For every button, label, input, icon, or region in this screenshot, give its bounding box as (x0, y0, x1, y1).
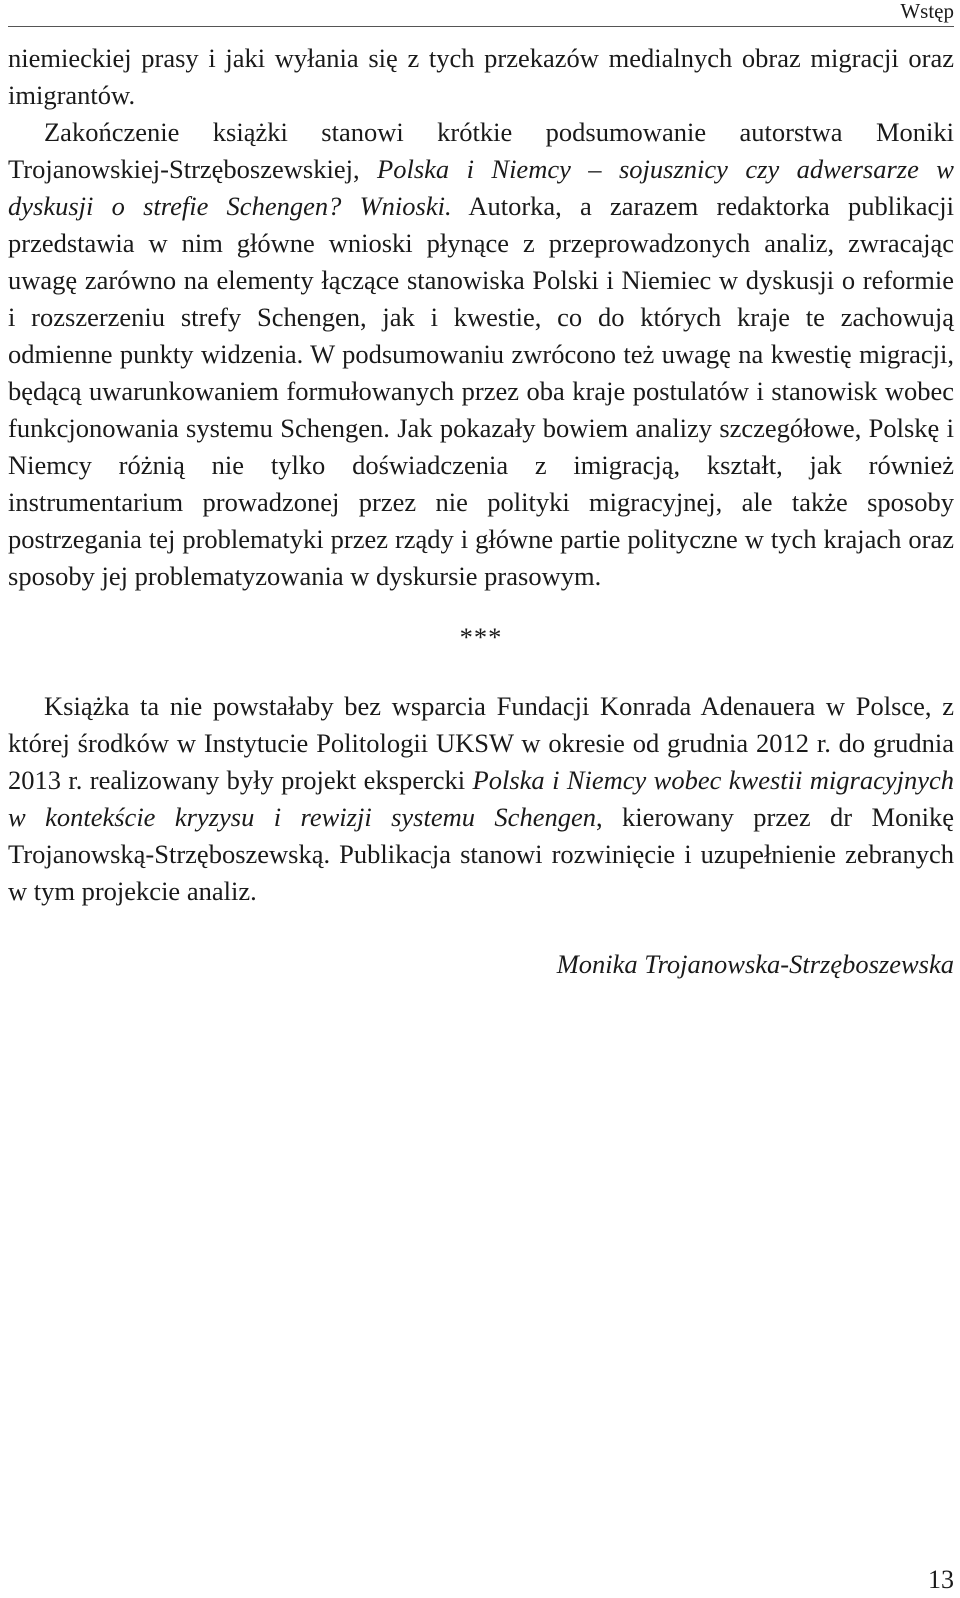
project-title-italic: Polska i Niemcy wobec kwestii migracyjnych w kontekście kryzysu i rewizji systemu Schengen (8, 765, 954, 832)
paragraph-acknowledgement-lead: Książka ta nie powstałaby bez wsparcia Fundacji Konrada Adenauera w Polsce, z której środków w Instytucie Politologii UKSW w okresie od grudnia 2012 r. do grudnia 2013 r. realizowany były projekt ekspercki (8, 691, 954, 795)
section-separator: *** (459, 622, 503, 652)
paragraph-continuation-text: niemieckiej prasy i jaki wyłania się z tych przekazów medialnych obraz migracji oraz imigrantów. (8, 43, 954, 110)
chapter-title-italic: Polska i Niemcy – sojusznicy czy adwersarze w dyskusji o strefie Schengen? Wnioski. (8, 154, 954, 221)
paragraph-conclusion-rest: Autorka, a zarazem redaktorka publikacji przedstawia w nim główne wnioski płynące z przeprowadzonych analiz, zwracając uwagę zarówno na elementy łączące stanowiska Polski i Niemiec w dyskusji o reformie i rozszerzeniu strefy Schengen, jak i kwestie, co do których kraje te zachowują odmienne punkty widzenia. W podsumowaniu zwrócono też uwagę na kwestię migracji, będącą uwarunkowaniem formułowanych przez oba kraje postulatów i stanowisk wobec funkcjonowania systemu Schengen. Jak pokazały bowiem analizy szczegółowe, Polskę i Niemcy różnią nie tylko doświadczenia z imigracją, kształt, jak również instrumentarium prowadzonej przez nie polityki migracyjnej, ale także sposoby postrzegania tej problematyki przez rządy i główne partie polityczne w tych krajach oraz sposoby jej problematyzowania w dyskursie prasowym. (8, 191, 954, 591)
running-head-title: Wstęp (900, 0, 954, 23)
paragraph-acknowledgement (8, 688, 954, 910)
paragraph-continuation (8, 40, 954, 114)
author-signature: Monika Trojanowska-Strzęboszewska (556, 949, 954, 979)
paragraph-conclusion-lead: Zakończenie książki stanowi krótkie podsumowanie autorstwa Moniki Trojanowskiej-Strzęboszewskiej, (8, 117, 954, 184)
page-body (8, 40, 954, 983)
running-head (8, 0, 954, 27)
page-number: 13 (928, 1565, 954, 1594)
paragraph-acknowledgement-rest: , kierowany przez dr Monikę Trojanowską-Strzęboszewską. Publikacja stanowi rozwinięcie i uzupełnienie zebranych w tym projekcie analiz. (8, 802, 954, 906)
paragraph-conclusion (8, 114, 954, 595)
